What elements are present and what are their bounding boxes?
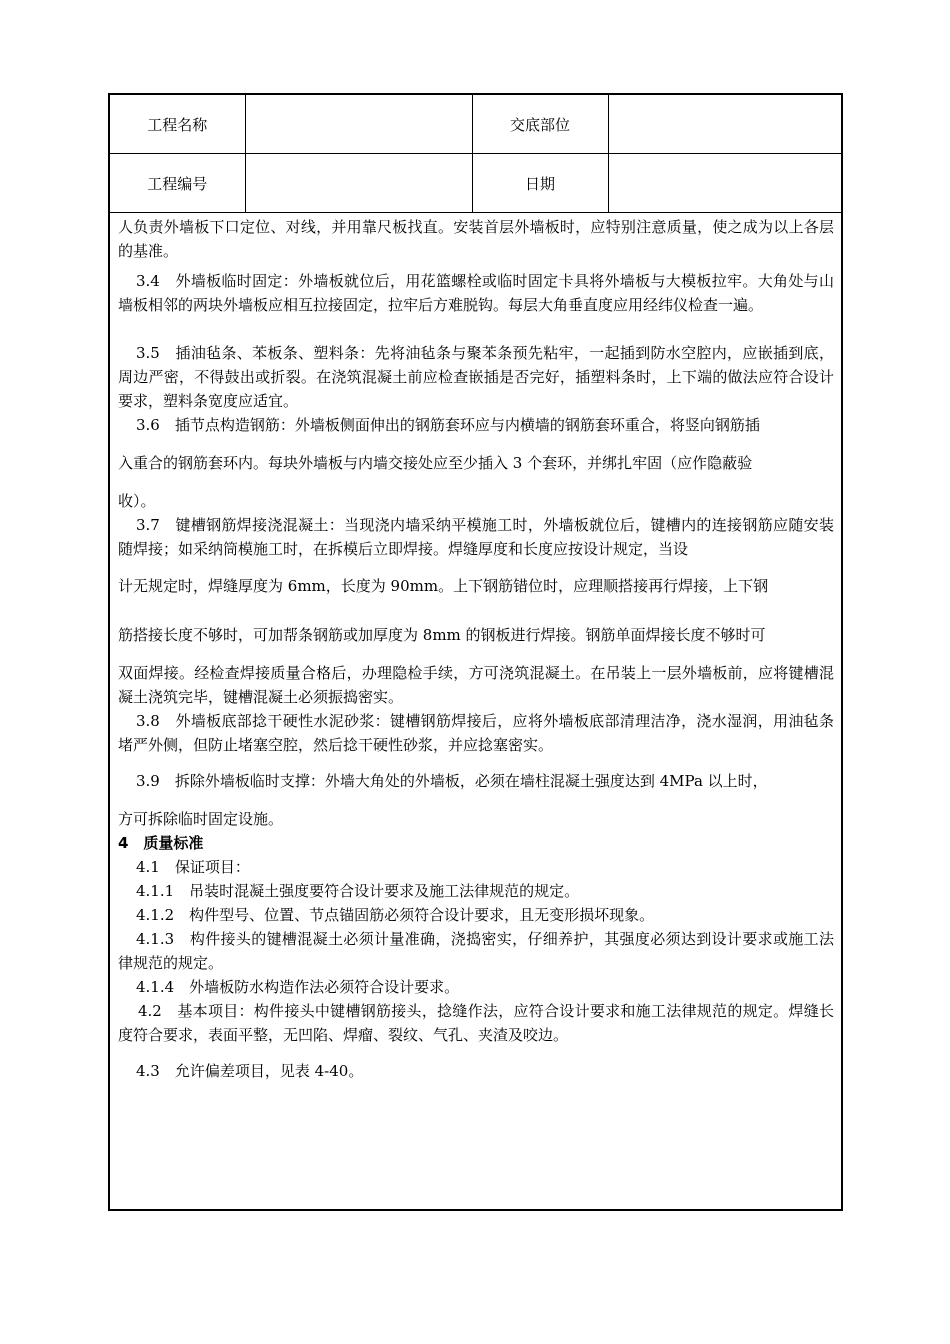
project-name-label: 工程名称	[110, 95, 245, 154]
paragraph-3-7-part2: 计无规定时，焊缝厚度为 6mm，长度为 90mm。上下钢筋错位时，应理顺搭接再行焊接，上下钢	[118, 577, 769, 595]
paragraph-3-6-line1: 3.6 插节点构造钢筋：外墙板侧面伸出的钢筋套环应与内横墙的钢筋套环重合，将竖向钢筋插	[136, 416, 760, 434]
paragraph-3-9-line1: 3.9 拆除外墙板临时支撑：外墙大角处的外墙板，必须在墙柱混凝土强度达到 4MPa 以上时，	[136, 772, 768, 790]
paragraph-3-4: 3.4 外墙板临时固定：外墙板就位后，用花篮螺栓或临时固定卡具将外墙板与大模板拉牢。大角处与山墙板相邻的两块外墙板应相互拉接固定，拉牢后方难脱钩。每层大角垂直度应用经纬仪检查一遍。	[118, 272, 834, 314]
paragraph-3-6-line3: 收）。	[118, 492, 156, 510]
paragraph-3-7-part1: 3.7 键槽钢筋焊接浇混凝土：当现浇内墙采纳平模施工时，外墙板就位后，键槽内的连接钢筋应随安装随焊接；如采纳筒模施工时，在拆模后立即焊接。焊缝厚度和长度应按设计规定，当设	[118, 516, 834, 558]
paragraph-intro: 人负责外墙板下口定位、对线，并用靠尺板找直。安装首层外墙板时，应特别注意质量，使之成为以上各层的基准。	[118, 218, 834, 260]
item-4-1-4: 4.1.4 外墙板防水构造作法必须符合设计要求。	[136, 978, 460, 996]
paragraph-3-6-line2: 入重合的钢筋套环内。每块外墙板与内墙交接处应至少插入 3 个套环，并绑扎牢固（应作隐蔽验	[118, 454, 753, 472]
paragraph-3-5: 3.5 插油毡条、苯板条、塑料条：先将油毡条与聚苯条预先粘牢，一起插到防水空腔内，应嵌插到底，周边严密，不得鼓出或折裂。在浇筑混凝土前应检查嵌插是否完好，插塑料条时，上下端的做法应符合设计要求，塑料条宽度应适宜。	[118, 344, 834, 410]
disclosure-part-label: 交底部位	[472, 95, 608, 154]
section-4-heading: 4 质量标准	[118, 834, 204, 852]
paragraph-3-8: 3.8 外墙板底部捻干硬性水泥砂浆：键槽钢筋焊接后，应将外墙板底部清理洁净，浇水湿润，用油毡条堵严外侧，但防止堵塞空腔，然后捻干硬性砂浆，并应捻塞密实。	[118, 712, 834, 754]
paragraph-3-9-line2: 方可拆除临时固定设施。	[118, 810, 284, 828]
item-4-3: 4.3 允许偏差项目，见表 4-40。	[136, 1062, 364, 1080]
disclosure-part-value	[608, 95, 841, 154]
paragraph-3-7-part4: 双面焊接。经检查焊接质量合格后，办理隐检手续，方可浇筑混凝土。在吊装上一层外墙板前，应将键槽混凝土浇筑完毕，键槽混凝土必须振捣密实。	[118, 664, 834, 706]
item-4-1-1: 4.1.1 吊装时混凝土强度要符合设计要求及施工法律规范的规定。	[136, 882, 580, 900]
item-4-1: 4.1 保证项目：	[136, 858, 250, 876]
header-table	[110, 95, 841, 213]
paragraph-3-7-part3: 筋搭接长度不够时，可加帮条钢筋或加厚度为 8mm 的钢板进行焊接。钢筋单面焊接长度不够时可	[118, 626, 766, 644]
project-name-value	[245, 95, 472, 154]
date-value	[608, 154, 841, 213]
item-4-1-2: 4.1.2 构件型号、位置、节点锚固筋必须符合设计要求，且无变形损坏现象。	[136, 906, 655, 924]
disclosure-form	[108, 93, 843, 1211]
date-label: 日期	[472, 154, 608, 213]
item-4-1-3: 4.1.3 构件接头的键槽混凝土必须计量准确，浇捣密实，仔细养护，其强度必须达到设计要求或施工法律规范的规定。	[118, 930, 834, 972]
project-number-value	[245, 154, 472, 213]
item-4-2: 4.2 基本项目：构件接头中键槽钢筋接头，捻缝作法，应符合设计要求和施工法律规范的规定。焊缝长度符合要求，表面平整，无凹陷、焊瘤、裂纹、气孔、夹渣及咬边。	[118, 1002, 834, 1044]
project-number-label: 工程编号	[110, 154, 245, 213]
